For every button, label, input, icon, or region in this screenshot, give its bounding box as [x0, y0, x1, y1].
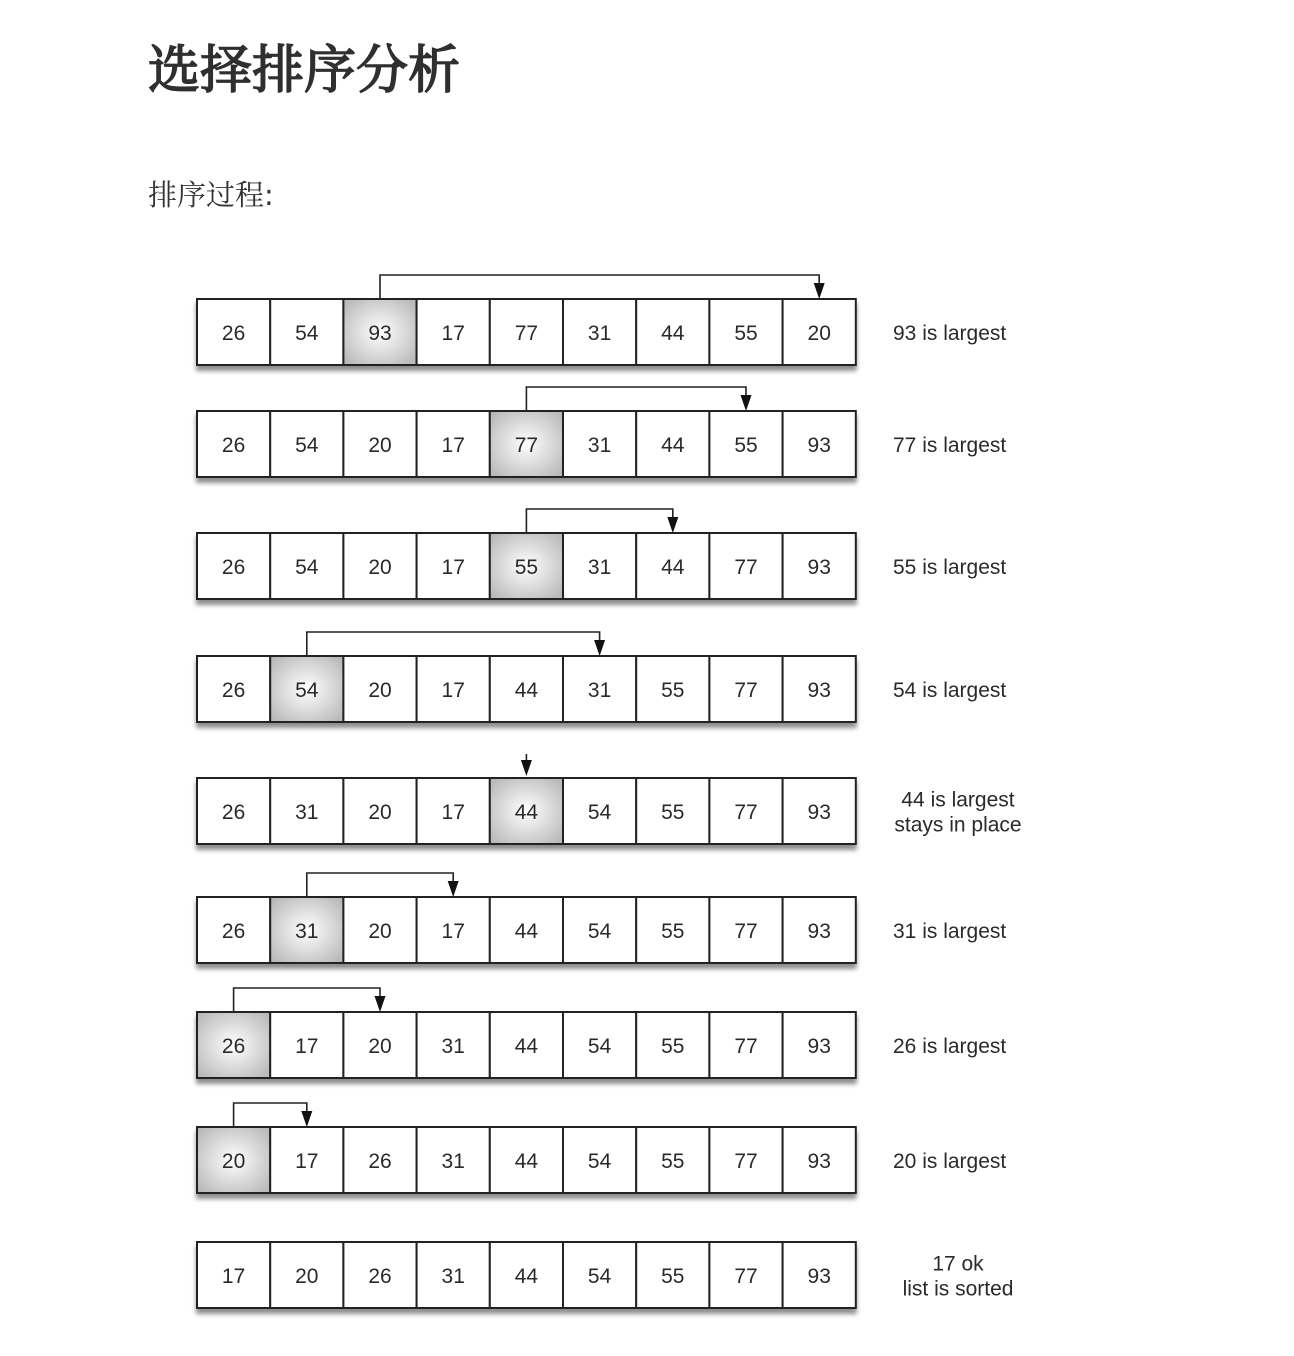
cell-value: 93 — [807, 1035, 831, 1058]
cell-value: 31 — [587, 434, 612, 457]
cell-value: 17 — [441, 920, 465, 943]
cell-value: 31 — [441, 1035, 465, 1058]
cell-value: 17 — [295, 1035, 319, 1058]
arrow-head-icon — [741, 395, 752, 411]
cell-value: 44 — [514, 1150, 539, 1173]
array-row — [197, 988, 1006, 1078]
arrow-head-icon — [594, 640, 605, 656]
page-title: 选择排序分析 — [148, 41, 461, 101]
cell-value: 93 — [807, 1150, 831, 1173]
cell-value: 20 — [295, 1265, 319, 1288]
cell-value: 93 — [807, 801, 831, 824]
cell-value: 20 — [368, 801, 392, 824]
array-row — [197, 509, 1006, 599]
cell-value: 77 — [514, 434, 539, 457]
cell-value: 17 — [441, 434, 465, 457]
swap-arrow — [234, 1103, 307, 1127]
cell-value: 77 — [734, 1035, 758, 1058]
row-note: 77 is largest — [893, 434, 1007, 457]
cell-value: 44 — [661, 322, 685, 345]
cell-value: 31 — [295, 801, 319, 824]
cell-value: 20 — [368, 1035, 392, 1058]
cell-value: 55 — [661, 679, 685, 702]
cell-value: 93 — [368, 322, 392, 345]
section-subtitle: 排序过程: — [148, 178, 274, 212]
cell-value: 44 — [661, 556, 685, 579]
cell-value: 26 — [221, 1035, 246, 1058]
cell-value: 77 — [734, 801, 758, 824]
cell-value: 44 — [514, 1035, 539, 1058]
swap-arrow — [526, 509, 672, 533]
cell-value: 17 — [441, 679, 465, 702]
cell-value: 93 — [807, 434, 831, 457]
cell-value: 17 — [295, 1150, 319, 1173]
cell-value: 55 — [514, 556, 539, 579]
row-note: stays in place — [894, 813, 1022, 837]
cell-value: 77 — [734, 679, 758, 702]
cell-value: 26 — [221, 679, 246, 702]
row-note: 20 is largest — [893, 1150, 1007, 1173]
array-row — [197, 387, 1006, 477]
cell-value: 44 — [514, 1265, 539, 1288]
cell-value: 26 — [221, 322, 246, 345]
cell-value: 55 — [661, 801, 685, 824]
cell-value: 31 — [587, 679, 612, 702]
row-note: 54 is largest — [893, 679, 1007, 702]
cell-value: 20 — [221, 1150, 246, 1173]
cell-value: 31 — [295, 920, 319, 943]
cell-value: 93 — [807, 920, 831, 943]
cell-value: 54 — [295, 434, 319, 457]
cell-value: 54 — [587, 1150, 612, 1173]
cell-value: 55 — [661, 920, 685, 943]
row-note: list is sorted — [902, 1277, 1014, 1301]
row-note: 26 is largest — [893, 1035, 1007, 1058]
cell-value: 44 — [514, 679, 539, 702]
cell-value: 93 — [807, 556, 831, 579]
cell-value: 44 — [514, 801, 539, 824]
cell-value: 44 — [661, 434, 685, 457]
array-row — [197, 275, 1006, 365]
cell-value: 31 — [587, 556, 612, 579]
cell-value: 54 — [295, 556, 319, 579]
cell-value: 17 — [441, 556, 465, 579]
cell-value: 54 — [587, 1035, 612, 1058]
cell-value: 77 — [514, 322, 539, 345]
cell-value: 26 — [221, 801, 246, 824]
cell-value: 20 — [368, 556, 392, 579]
cell-value: 20 — [368, 679, 392, 702]
row-note: 55 is largest — [893, 556, 1007, 579]
cell-value: 77 — [734, 556, 758, 579]
cell-value: 26 — [221, 556, 246, 579]
row-note: 44 is largest — [901, 788, 1015, 812]
arrow-head-icon — [667, 517, 678, 533]
array-row — [197, 632, 1006, 722]
swap-arrow — [526, 387, 746, 411]
array-row — [197, 873, 1006, 963]
cell-value: 55 — [734, 322, 758, 345]
arrow-head-icon — [448, 881, 459, 897]
cell-value: 17 — [441, 801, 465, 824]
cell-value: 93 — [807, 1265, 831, 1288]
cell-value: 77 — [734, 920, 758, 943]
cell-value: 54 — [587, 1265, 612, 1288]
cell-value: 20 — [807, 322, 831, 345]
array-row — [197, 1242, 1013, 1308]
cell-value: 20 — [368, 434, 392, 457]
cell-value: 55 — [661, 1265, 685, 1288]
cell-value: 17 — [441, 322, 465, 345]
arrow-head-icon — [814, 283, 825, 299]
cell-value: 26 — [368, 1265, 392, 1288]
cell-value: 55 — [734, 434, 758, 457]
cell-value: 26 — [221, 434, 246, 457]
cell-value: 31 — [441, 1265, 465, 1288]
cell-value: 44 — [514, 920, 539, 943]
arrow-head-icon — [301, 1111, 312, 1127]
cell-value: 54 — [295, 679, 319, 702]
cell-value: 93 — [807, 679, 831, 702]
array-row — [197, 754, 1022, 844]
row-note: 93 is largest — [893, 322, 1007, 345]
cell-value: 31 — [587, 322, 612, 345]
swap-arrow — [234, 988, 380, 1012]
swap-arrow — [307, 873, 453, 897]
swap-arrow — [307, 632, 600, 656]
cell-value: 26 — [368, 1150, 392, 1173]
cell-value: 17 — [221, 1265, 246, 1288]
cell-value: 54 — [587, 920, 612, 943]
array-row — [197, 1103, 1006, 1193]
cell-value: 77 — [734, 1265, 758, 1288]
cell-value: 26 — [221, 920, 246, 943]
cell-value: 77 — [734, 1150, 758, 1173]
cell-value: 31 — [441, 1150, 465, 1173]
cell-value: 20 — [368, 920, 392, 943]
arrow-head-icon — [375, 996, 386, 1012]
cell-value: 55 — [661, 1150, 685, 1173]
row-note: 31 is largest — [893, 920, 1007, 943]
cell-value: 54 — [587, 801, 612, 824]
cell-value: 55 — [661, 1035, 685, 1058]
arrow-head-icon — [521, 760, 532, 776]
swap-arrow — [380, 275, 819, 299]
row-note: 17 ok — [932, 1252, 984, 1276]
cell-value: 54 — [295, 322, 319, 345]
